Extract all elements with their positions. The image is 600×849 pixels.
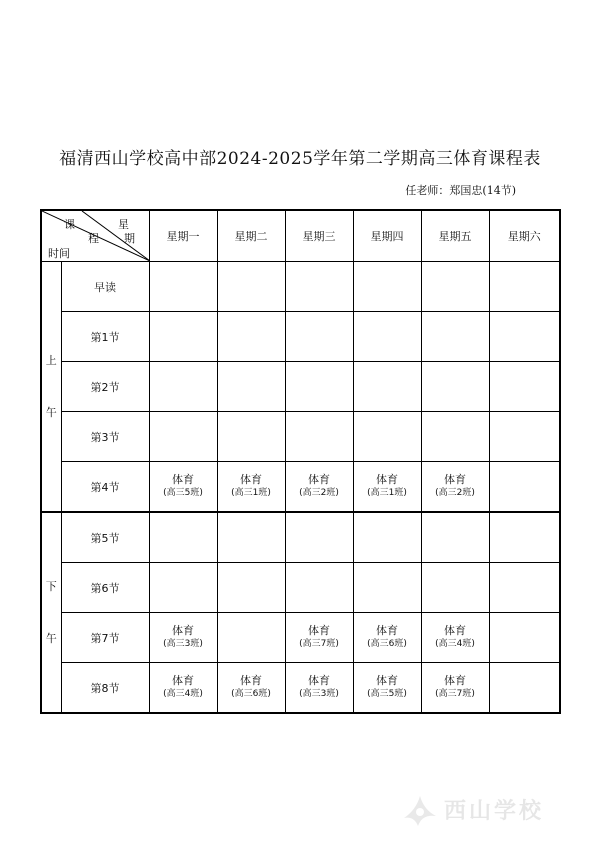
- period-row: [41, 362, 560, 412]
- schedule-cell: [353, 412, 421, 462]
- subject-name: 体育: [444, 473, 466, 486]
- schedule-cell: [217, 312, 285, 362]
- schedule-cell: [353, 462, 421, 513]
- class-name: (高三2班): [299, 488, 339, 498]
- schedule-cell: [149, 262, 217, 312]
- header-row: [41, 210, 560, 262]
- corner-label-top-left: 课: [64, 218, 75, 231]
- schedule-cell: [217, 663, 285, 714]
- schedule-cell: [489, 663, 560, 714]
- period-label: 第7节: [61, 613, 149, 663]
- period-row: [41, 613, 560, 663]
- period-row: [41, 412, 560, 462]
- schedule-cell: [353, 663, 421, 714]
- schedule-cell: [149, 663, 217, 714]
- day-header: 星期二: [217, 210, 285, 262]
- schedule-cell: [149, 613, 217, 663]
- schedule-body: [41, 262, 560, 714]
- period-label: 第1节: [61, 312, 149, 362]
- schedule-cell: [217, 512, 285, 563]
- schedule-cell: [489, 412, 560, 462]
- schedule-cell: [353, 563, 421, 613]
- schedule-cell: [489, 462, 560, 513]
- period-label: 第3节: [61, 412, 149, 462]
- corner-label-middle: 程: [88, 232, 99, 245]
- subject-name: 体育: [240, 473, 262, 486]
- schedule-cell: [149, 312, 217, 362]
- schedule-cell: [285, 462, 353, 513]
- subject-name: 体育: [308, 624, 330, 637]
- class-name: (高三6班): [231, 689, 271, 699]
- schedule-cell: [285, 262, 353, 312]
- schedule-cell: [489, 563, 560, 613]
- subject-name: 体育: [172, 624, 194, 637]
- schedule-cell: [421, 312, 489, 362]
- day-header: 星期一: [149, 210, 217, 262]
- subject-name: 体育: [444, 674, 466, 687]
- day-header: 星期五: [421, 210, 489, 262]
- page-title: 福清西山学校高中部2024-2025学年第二学期高三体育课程表: [59, 149, 541, 169]
- subject-name: 体育: [376, 473, 398, 486]
- schedule-table: [40, 209, 561, 714]
- schedule-cell: [217, 262, 285, 312]
- schedule-cell: [285, 312, 353, 362]
- schedule-cell: [285, 512, 353, 563]
- class-name: (高三7班): [299, 639, 339, 649]
- schedule-cell: [421, 412, 489, 462]
- corner-cell: [41, 210, 149, 262]
- class-name: (高三1班): [367, 488, 407, 498]
- schedule-cell: [353, 613, 421, 663]
- schedule-cell: [421, 512, 489, 563]
- schedule-cell: [489, 613, 560, 663]
- teacher-info: 任老师：郑国忠(14节): [405, 184, 516, 197]
- schedule-cell: [489, 362, 560, 412]
- schedule-cell: [285, 362, 353, 412]
- schedule-cell: [149, 563, 217, 613]
- period-row: [41, 262, 560, 312]
- corner-label-top-right-2: 期: [124, 232, 135, 245]
- period-label: 第6节: [61, 563, 149, 613]
- period-label: 第8节: [61, 663, 149, 714]
- class-name: (高三3班): [299, 689, 339, 699]
- class-name: (高三2班): [435, 488, 475, 498]
- schedule-cell: [285, 412, 353, 462]
- schedule-cell: [489, 262, 560, 312]
- period-label: 第4节: [61, 462, 149, 513]
- class-name: (高三6班): [367, 639, 407, 649]
- schedule-cell: [149, 362, 217, 412]
- day-header: 星期三: [285, 210, 353, 262]
- schedule-cell: [217, 563, 285, 613]
- subject-name: 体育: [444, 624, 466, 637]
- schedule-cell: [149, 412, 217, 462]
- schedule-cell: [285, 613, 353, 663]
- schedule-cell: [421, 563, 489, 613]
- subject-name: 体育: [308, 473, 330, 486]
- class-name: (高三4班): [435, 639, 475, 649]
- schedule-cell: [421, 663, 489, 714]
- schedule-cell: [285, 563, 353, 613]
- corner-label-bottom: 时间: [48, 247, 70, 260]
- schedule-cell: [353, 512, 421, 563]
- period-row: [41, 312, 560, 362]
- schedule-cell: [217, 412, 285, 462]
- class-name: (高三1班): [231, 488, 271, 498]
- schedule-cell: [217, 613, 285, 663]
- watermark-text: 西山学校: [444, 798, 545, 824]
- schedule-cell: [353, 312, 421, 362]
- day-header: 星期四: [353, 210, 421, 262]
- class-name: (高三7班): [435, 689, 475, 699]
- subject-name: 体育: [376, 624, 398, 637]
- schedule-cell: [217, 462, 285, 513]
- afternoon-label: 下 午: [41, 512, 61, 713]
- schedule-cell: [353, 362, 421, 412]
- schedule-cell: [421, 262, 489, 312]
- schedule-cell: [285, 663, 353, 714]
- class-name: (高三5班): [163, 488, 203, 498]
- period-label: 早读: [61, 262, 149, 312]
- period-row: [41, 563, 560, 613]
- corner-label-top-right-1: 星: [118, 218, 129, 231]
- subject-name: 体育: [172, 674, 194, 687]
- day-header: 星期六: [489, 210, 560, 262]
- subject-name: 体育: [240, 674, 262, 687]
- schedule-cell: [353, 262, 421, 312]
- schedule-cell: [421, 613, 489, 663]
- schedule-cell: [421, 462, 489, 513]
- subject-name: 体育: [172, 473, 194, 486]
- period-label: 第5节: [61, 512, 149, 563]
- morning-label: 上 午: [41, 262, 61, 513]
- class-name: (高三5班): [367, 689, 407, 699]
- schedule-cell: [421, 362, 489, 412]
- period-row: [41, 663, 560, 714]
- period-row: [41, 462, 560, 513]
- schedule-cell: [217, 362, 285, 412]
- subject-name: 体育: [308, 674, 330, 687]
- school-logo-icon: [398, 788, 440, 830]
- schedule-cell: [489, 512, 560, 563]
- class-name: (高三3班): [163, 639, 203, 649]
- schedule-cell: [489, 312, 560, 362]
- period-label: 第2节: [61, 362, 149, 412]
- schedule-cell: [149, 512, 217, 563]
- schedule-cell: [149, 462, 217, 513]
- period-row: [41, 512, 560, 563]
- class-name: (高三4班): [163, 689, 203, 699]
- watermark: [398, 784, 578, 834]
- subject-name: 体育: [376, 674, 398, 687]
